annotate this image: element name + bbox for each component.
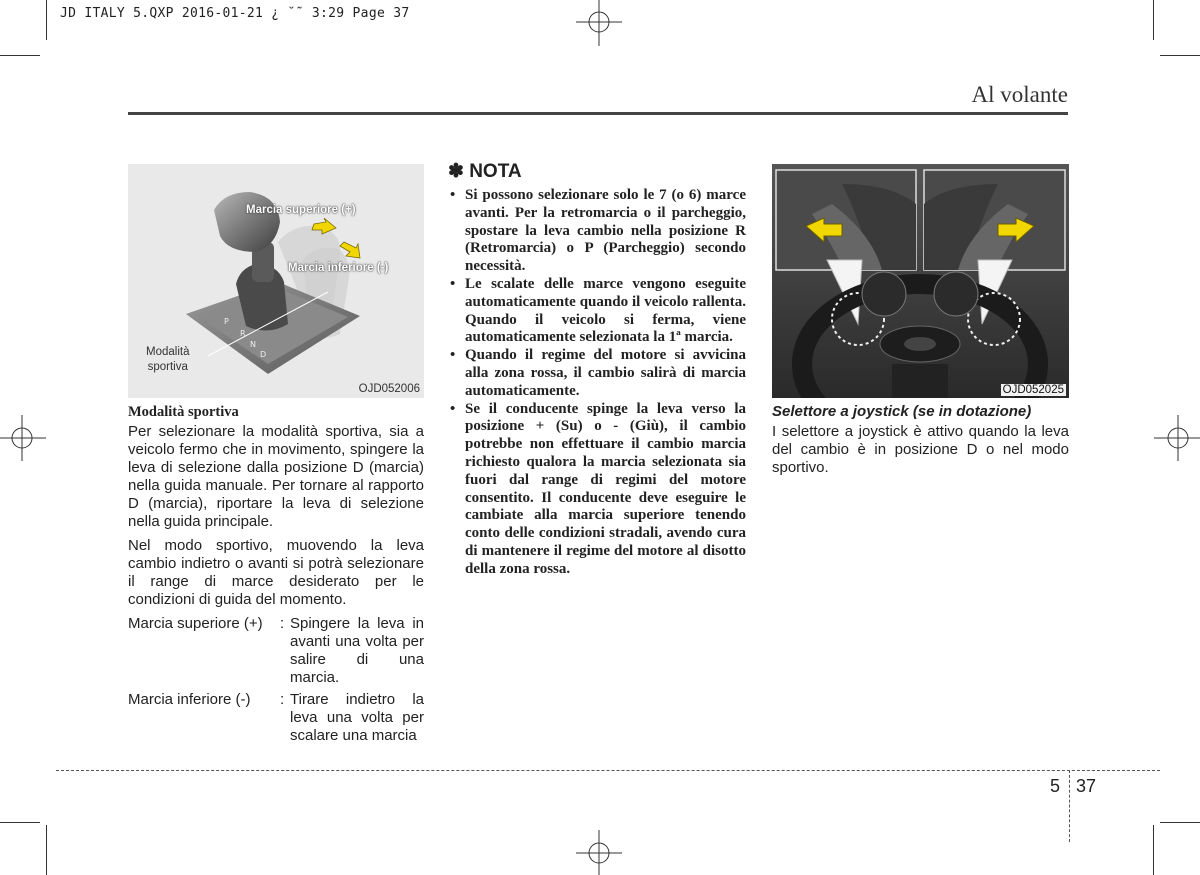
registration-mark-bottom [576, 830, 622, 875]
footer-divider [1069, 770, 1070, 842]
svg-text:P: P [224, 317, 229, 326]
gear-shift-figure [128, 164, 424, 398]
svg-text:N: N [250, 340, 256, 349]
registration-mark-top [576, 0, 622, 46]
figure-code: OJD052025 [1002, 384, 1064, 396]
print-header: JD ITALY 5.QXP 2016-01-21 ¿ ˘˜ 3:29 Page 37 [60, 6, 410, 21]
gear-desc: Spingere la leva in avanti una volta per salire di una marcia. [290, 615, 424, 686]
registration-mark-right [1154, 415, 1200, 461]
registration-mark-left [0, 415, 46, 461]
section-title: Al volante [971, 82, 1068, 107]
header-rule [128, 112, 1068, 115]
nota-title: ✽ NOTA [448, 161, 522, 182]
gear-term: Marcia inferiore (-) [128, 691, 251, 708]
nota-item: • Si possono selezionare solo le 7 (o 6) marce avanti. Per la retromarcia o il parcheggio, spostare la leva cambio nella posizione R (Retromarcia) o P (Parcheggio) secondo necessità. [450, 187, 746, 275]
joystick-caption: Selettore a joystick (se in dotazione) [772, 403, 1032, 420]
page-number: 37 [1076, 776, 1097, 796]
nota-box [448, 160, 746, 579]
right-column [772, 403, 1069, 477]
paragraph: I selettore a joystick è attivo quando la leva del cambio è in posizione D o nel modo sportivo. [772, 423, 1069, 476]
footer-rule [56, 770, 1160, 771]
figure-code: OJD052006 [358, 383, 420, 395]
gear-row-upshift: Marcia superiore (+) : Spingere la leva in avanti una volta per salire di una marcia. [128, 615, 424, 686]
label-sport-mode: Modalità sportiva [146, 346, 190, 373]
svg-text:D: D [260, 350, 267, 359]
nota-item: • Le scalate delle marce vengono eseguite automaticamente quando il veicolo rallenta. Quando il veicolo si ferma, viene automaticamente selezionata la 1ª marcia. [450, 275, 746, 346]
svg-text:R: R [240, 329, 246, 338]
chapter-number: 5 [1050, 776, 1061, 796]
gear-row-downshift: Marcia inferiore (-) : Tirare indietro la leva una volta per scalare una marcia [128, 691, 424, 744]
gear-desc: Tirare indietro la leva una volta per scalare una marcia [290, 691, 424, 744]
steering-paddle-figure [772, 164, 1069, 398]
paragraph: Nel modo sportivo, muovendo la leva cambio indietro o avanti si potrà selezionare il range di marce desiderato per le condizioni di guida del momento. [128, 537, 424, 608]
left-column [128, 403, 424, 749]
nota-item: • Se il conducente spinge la leva verso la posizione + (Su) o - (Giù), il cambio potrebbe non effettuare il cambio marcia richiesto qualora la marcia selezionata sia fuori dal range di regimi del motore consentito. Il conducente deve eseguire le cambiate alla marcia superiore tenendo conto delle condizioni stradali, avendo cura di mantenere il regime del motore al disotto della zona rossa. [450, 400, 746, 577]
paragraph: Per selezionare la modalità sportiva, sia a veicolo fermo che in movimento, spingere la leva di selezione dalla posizione D (marcia) nella guida manuale. Per tornare al rapporto D (marcia), riportare la leva di selezione nella guida principale. [128, 423, 424, 530]
steering-paddle-illustration [772, 164, 1069, 398]
gear-term: Marcia superiore (+) [128, 615, 263, 632]
label-upshift: Marcia superiore (+) [246, 204, 356, 216]
subheading-sport-mode: Modalità sportiva [128, 404, 239, 420]
nota-list [448, 187, 746, 579]
nota-item: • Quando il regime del motore si avvicina alla zona rossa, il cambio salirà di marcia automaticamente. [450, 347, 746, 399]
label-downshift: Marcia inferiore (-) [288, 262, 389, 274]
